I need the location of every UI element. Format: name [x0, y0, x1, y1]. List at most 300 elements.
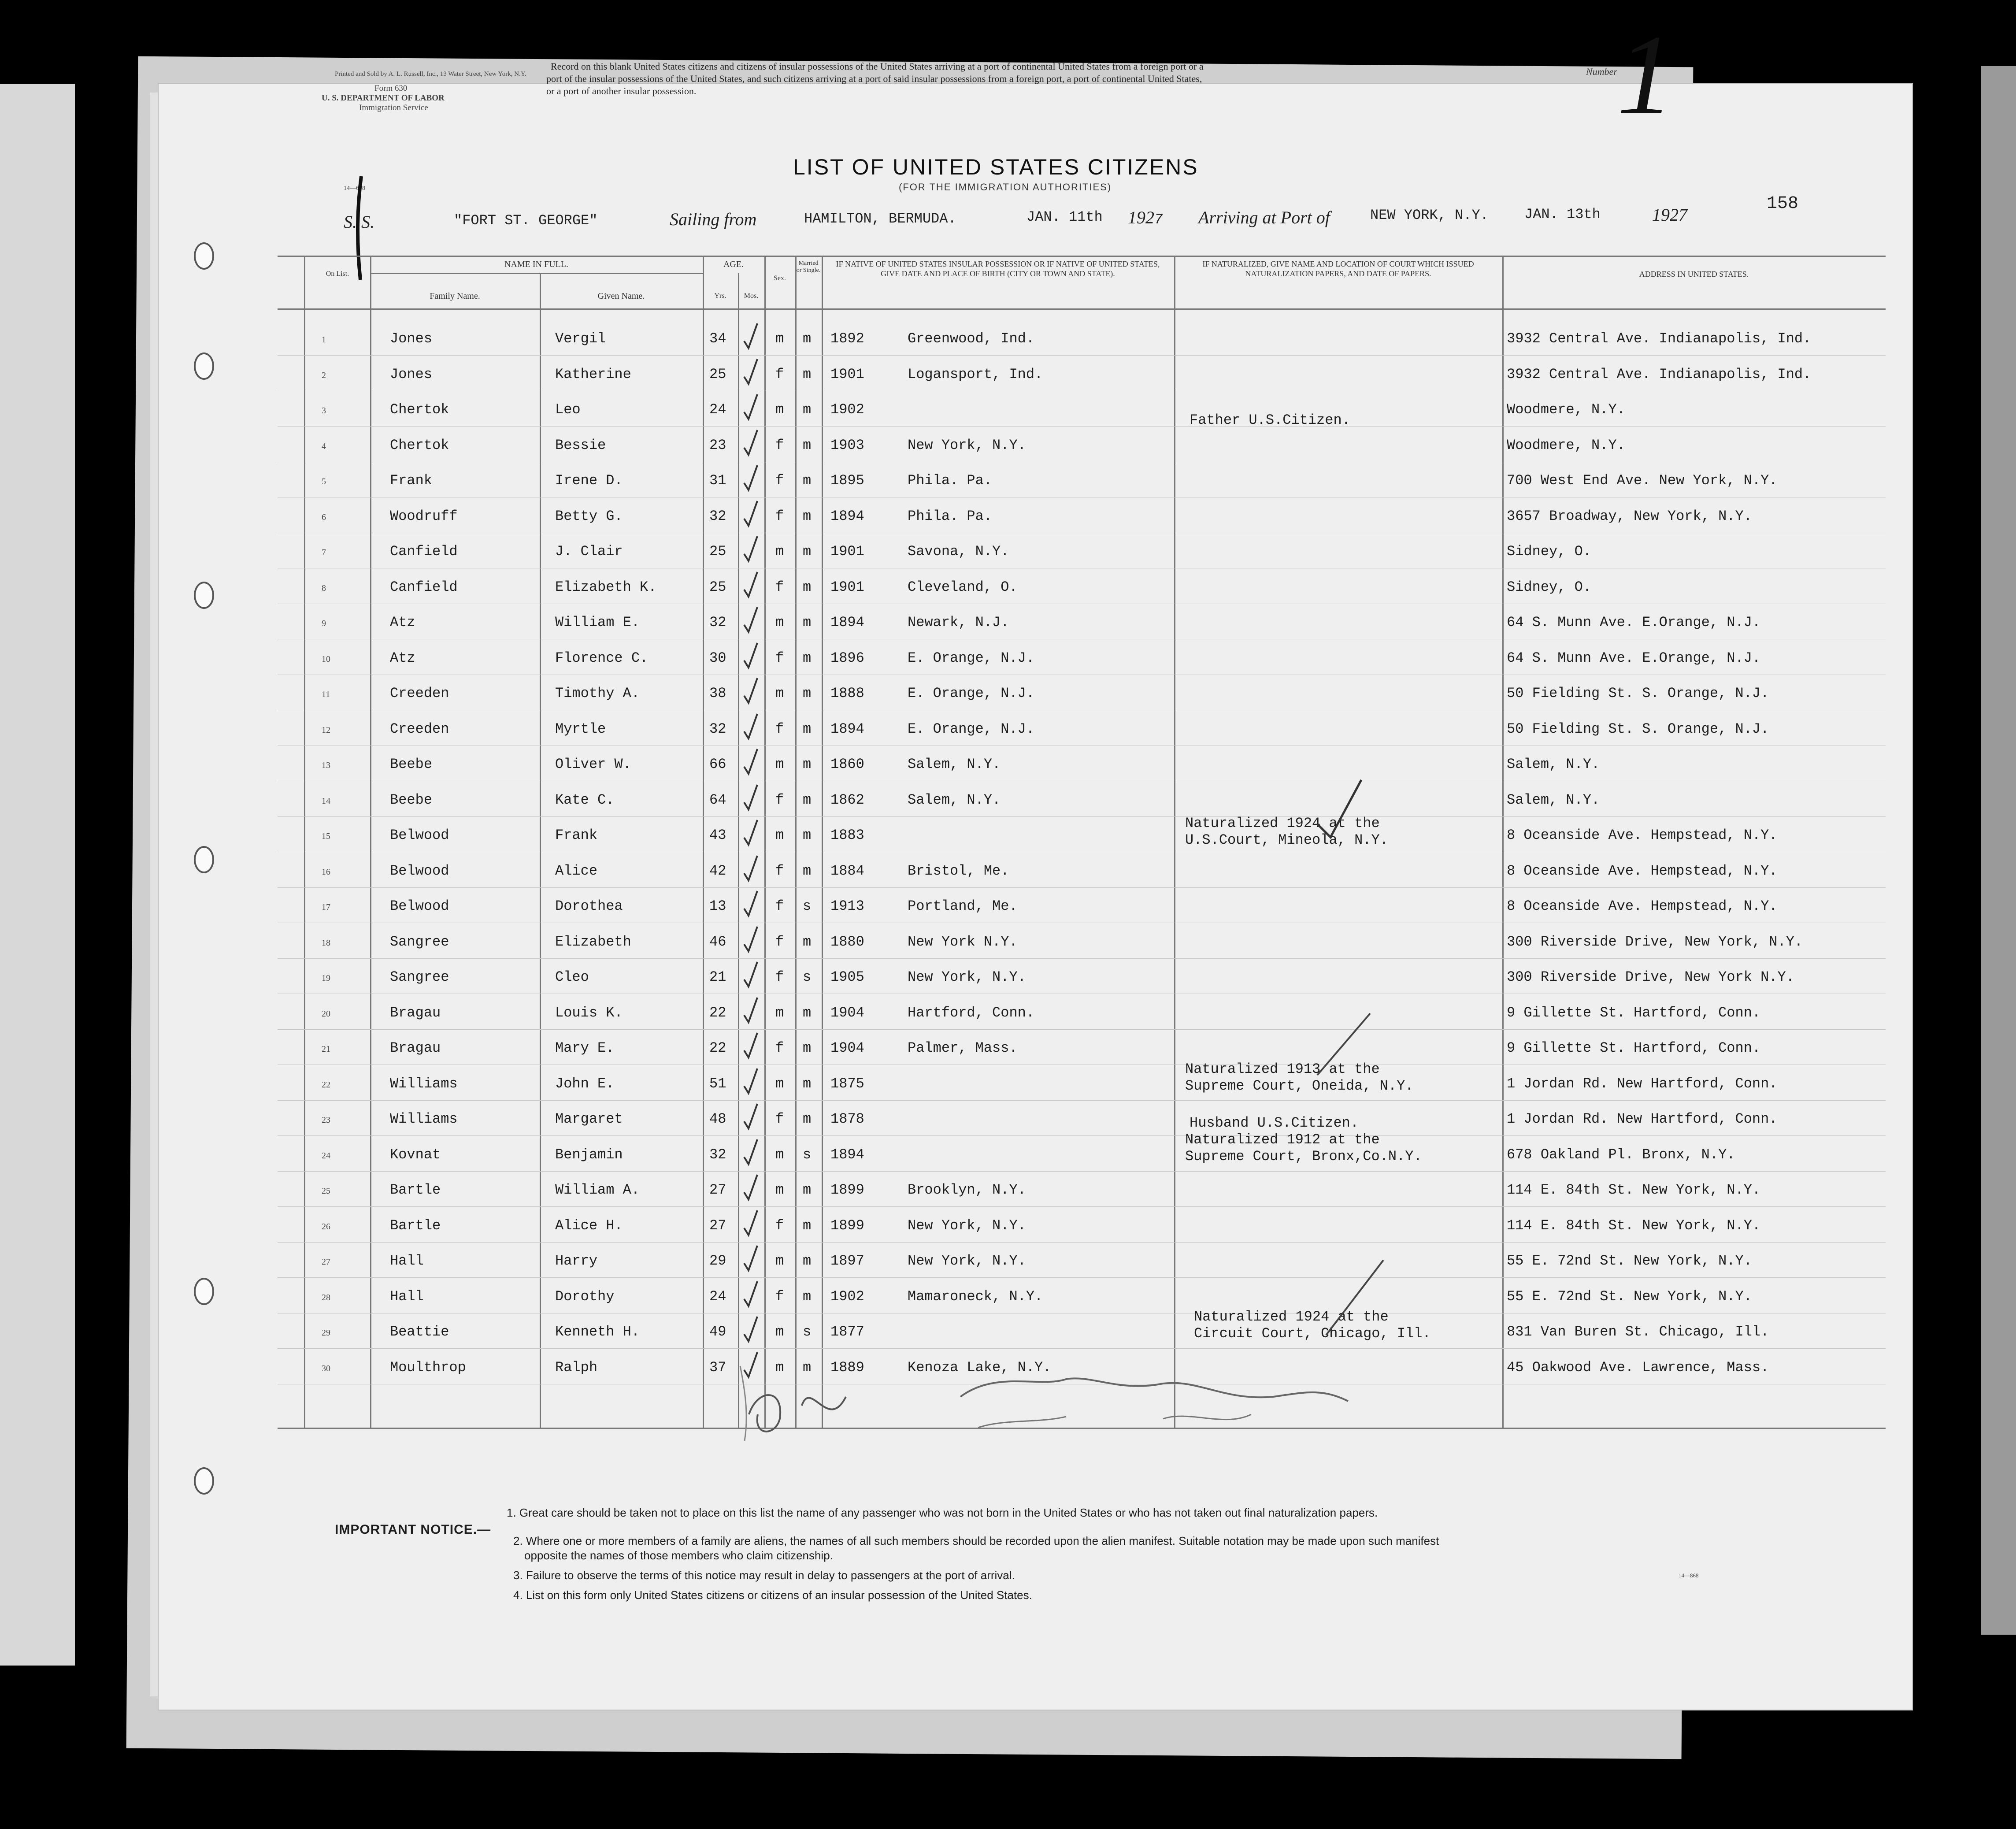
family-name-cell: Jones — [390, 330, 433, 347]
age-years-cell: 48 — [709, 1111, 726, 1127]
record-notice-line2: port of the insular possessions of the United States, and such citizens arriving at a port of said insular possessions from a foreign port, a port of continental United States, — [546, 73, 1202, 84]
given-name-cell: Cleo — [555, 969, 589, 985]
marital-status-cell: m — [803, 579, 812, 595]
age-years-cell: 49 — [709, 1324, 726, 1340]
marital-status-cell: m — [803, 756, 812, 772]
family-name-cell: Belwood — [390, 827, 449, 843]
col-rule — [822, 256, 823, 1428]
notice-item-2: 2. Where one or more members of a family are aliens, the names of all such members should be recorded upon the alien manifest. Suitable notation may be made upon such manifest — [513, 1534, 1439, 1547]
check-mark — [742, 1209, 759, 1238]
address-cell: 8 Oceanside Ave. Hempstead, N.Y. — [1507, 862, 1778, 879]
family-name-cell: Bragau — [390, 1040, 441, 1056]
form-number: Form 630 — [374, 84, 408, 93]
row-number: 28 — [322, 1292, 330, 1302]
family-name-cell: Moulthrop — [390, 1359, 466, 1376]
notice-item-2-continued: opposite the names of those members who claim citizenship. — [524, 1549, 833, 1562]
departure-port: HAMILTON, BERMUDA. — [804, 211, 956, 227]
birth-place-cell: Bristol, Me. — [908, 862, 1009, 879]
col-rule — [540, 273, 541, 1428]
birth-year-cell: 1884 — [830, 862, 864, 879]
address-cell: 8 Oceanside Ave. Hempstead, N.Y. — [1507, 898, 1778, 914]
sex-cell: m — [775, 1075, 784, 1092]
page-title: LIST OF UNITED STATES CITIZENS — [793, 155, 1199, 179]
col-rule — [764, 256, 766, 1428]
address-cell: 114 E. 84th St. New York, N.Y. — [1507, 1217, 1761, 1234]
age-years-cell: 32 — [709, 508, 726, 524]
ship-name: "FORT ST. GEORGE" — [454, 212, 598, 229]
given-name-cell: Louis K. — [555, 1004, 623, 1021]
birth-place-cell: Hartford, Conn. — [908, 1004, 1035, 1021]
age-years-cell: 32 — [709, 614, 726, 631]
marital-status-cell: s — [803, 898, 812, 914]
col-header-family-name: Family Name. — [430, 291, 480, 301]
marital-status-cell: m — [803, 827, 812, 843]
age-years-cell: 13 — [709, 898, 726, 914]
col-header-age: AGE. — [723, 260, 744, 269]
family-name-cell: Beebe — [390, 791, 433, 808]
age-years-cell: 32 — [709, 720, 726, 737]
birth-place-cell: Savona, N.Y. — [908, 543, 1009, 560]
sex-cell: f — [775, 1111, 784, 1127]
address-cell: 114 E. 84th St. New York, N.Y. — [1507, 1182, 1761, 1198]
birth-place-cell: E. Orange, N.J. — [908, 685, 1035, 701]
birth-place-cell: Brooklyn, N.Y. — [908, 1182, 1026, 1198]
family-name-cell: Woodruff — [390, 508, 458, 524]
birth-place-cell: New York, N.Y. — [908, 969, 1026, 985]
marital-status-cell: m — [803, 472, 812, 489]
marital-status-cell: m — [803, 366, 812, 382]
row-number: 23 — [322, 1115, 330, 1125]
family-name-cell: Creeden — [390, 720, 449, 737]
row-number: 29 — [322, 1328, 330, 1338]
age-years-cell: 43 — [709, 827, 726, 843]
marital-status-cell: m — [803, 1288, 812, 1305]
family-name-cell: Canfield — [390, 579, 458, 595]
family-name-cell: Atz — [390, 649, 415, 666]
check-mark — [742, 393, 759, 422]
check-mark — [742, 322, 759, 351]
row-rule — [278, 1100, 1886, 1101]
given-name-cell: Dorothy — [555, 1288, 615, 1305]
check-mark — [742, 1031, 759, 1060]
given-name-cell: Alice — [555, 862, 598, 879]
sex-cell: m — [775, 330, 784, 347]
given-name-cell: Florence C. — [555, 649, 649, 666]
col-header-naturalized: IF NATURALIZED, GIVE NAME AND LOCATION OF COURT WHICH ISSUED NATURALIZATION PAPERS, AND DATE OF PAPERS. — [1202, 260, 1474, 278]
punch-hole — [194, 242, 214, 270]
address-cell: Sidney, O. — [1507, 579, 1592, 595]
row-number: 14 — [322, 796, 330, 806]
naturalization-note: Supreme Court, Bronx,Co.N.Y. — [1185, 1148, 1422, 1165]
given-name-cell: Leo — [555, 401, 581, 418]
col-header-address: ADDRESS IN UNITED STATES. — [1639, 270, 1749, 278]
sex-cell: f — [775, 579, 784, 595]
birth-year-cell: 1903 — [830, 437, 864, 453]
address-cell: 3932 Central Ave. Indianapolis, Ind. — [1507, 366, 1812, 382]
check-mark — [742, 499, 759, 528]
marital-status-cell: m — [803, 1075, 812, 1092]
sex-cell: m — [775, 543, 784, 560]
age-years-cell: 25 — [709, 579, 726, 595]
col-rule — [304, 256, 305, 1428]
check-mark — [742, 783, 759, 812]
address-cell: 1 Jordan Rd. New Hartford, Conn. — [1507, 1075, 1778, 1092]
age-years-cell: 30 — [709, 649, 726, 666]
row-rule — [278, 1135, 1886, 1136]
check-mark — [742, 712, 759, 741]
address-cell: 64 S. Munn Ave. E.Orange, N.J. — [1507, 614, 1761, 631]
handwritten-stroke — [352, 176, 370, 282]
family-name-cell: Kovnat — [390, 1146, 441, 1163]
check-mark — [742, 1138, 759, 1167]
given-name-cell: Vergil — [555, 330, 606, 347]
birth-year-cell: 1883 — [830, 827, 864, 843]
sex-cell: f — [775, 862, 784, 879]
row-rule — [278, 958, 1886, 959]
family-name-cell: Beattie — [390, 1324, 449, 1340]
col-header-birth: IF NATIVE OF UNITED STATES INSULAR POSSESSION OR IF NATIVE OF UNITED STATES, GIVE DATE AND PLACE OF BIRTH (CITY OR TOWN AND STATE). — [836, 260, 1160, 278]
birth-place-cell: Palmer, Mass. — [908, 1040, 1018, 1056]
given-name-cell: Kate C. — [555, 791, 615, 808]
birth-place-cell: Cleveland, O. — [908, 579, 1018, 595]
printer-credit: Printed and Sold by A. L. Russell, Inc., 13 Water Street, New York, N.Y. — [335, 70, 526, 78]
naturalization-note: Father U.S.Citizen. — [1190, 412, 1350, 428]
birth-place-cell: Phila. Pa. — [908, 508, 993, 524]
given-name-cell: Oliver W. — [555, 756, 631, 772]
family-name-cell: Belwood — [390, 862, 449, 879]
year-prefix: 192 — [1128, 208, 1154, 227]
birth-year-cell: 1897 — [830, 1253, 864, 1269]
handwritten-tick — [1322, 1256, 1388, 1339]
marital-status-cell: m — [803, 401, 812, 418]
address-cell: 831 Van Buren St. Chicago, Ill. — [1507, 1324, 1769, 1340]
col-header-sex: Sex. — [774, 275, 786, 282]
marital-status-cell: m — [803, 862, 812, 879]
address-cell: 45 Oakwood Ave. Lawrence, Mass. — [1507, 1359, 1769, 1376]
col-header-name-in-full: NAME IN FULL. — [504, 260, 568, 269]
check-mark — [742, 676, 759, 705]
birth-year-cell: 1862 — [830, 791, 864, 808]
service: Immigration Service — [359, 103, 428, 112]
birth-year-cell: 1901 — [830, 579, 864, 595]
row-number: 25 — [322, 1186, 330, 1196]
birth-year-cell: 1860 — [830, 756, 864, 772]
row-rule — [278, 1206, 1886, 1207]
punch-hole — [194, 846, 214, 873]
birth-place-cell: New York N.Y. — [908, 933, 1018, 950]
marital-status-cell: m — [803, 933, 812, 950]
marital-status-cell: m — [803, 1217, 812, 1234]
col-rule — [795, 256, 797, 1428]
given-name-cell: Myrtle — [555, 720, 606, 737]
marital-status-cell: m — [803, 437, 812, 453]
birth-place-cell: New York, N.Y. — [908, 1217, 1026, 1234]
row-rule — [278, 1277, 1886, 1278]
birth-year-cell: 1894 — [830, 614, 864, 631]
address-cell: 300 Riverside Drive, New York N.Y. — [1507, 969, 1794, 985]
address-cell: 9 Gillette St. Hartford, Conn. — [1507, 1004, 1761, 1021]
row-number: 13 — [322, 761, 330, 770]
birth-place-cell: Greenwood, Ind. — [908, 330, 1035, 347]
birth-year-cell: 1901 — [830, 543, 864, 560]
col-header-mos: Mos. — [744, 292, 759, 300]
given-name-cell: Benjamin — [555, 1146, 623, 1163]
sex-cell: m — [775, 614, 784, 631]
given-name-cell: Ralph — [555, 1359, 598, 1376]
check-mark — [742, 357, 759, 386]
row-number: 26 — [322, 1221, 330, 1232]
age-years-cell: 34 — [709, 330, 726, 347]
family-name-cell: Williams — [390, 1111, 458, 1127]
marital-status-cell: m — [803, 1359, 812, 1376]
sex-cell: f — [775, 933, 784, 950]
age-years-cell: 51 — [709, 1075, 726, 1092]
family-name-cell: Hall — [390, 1253, 424, 1269]
notice-item-1: 1. Great care should be taken not to place on this list the name of any passenger who was not born in the United States or who has not taken out final naturalization papers. — [507, 1506, 1378, 1519]
row-number: 24 — [322, 1150, 330, 1161]
age-years-cell: 22 — [709, 1004, 726, 1021]
sex-cell: f — [775, 366, 784, 382]
family-name-cell: Creeden — [390, 685, 449, 701]
check-mark — [742, 960, 759, 989]
marital-status-cell: m — [803, 330, 812, 347]
address-cell: 50 Fielding St. S. Orange, N.J. — [1507, 720, 1769, 737]
address-cell: 300 Riverside Drive, New York, N.Y. — [1507, 933, 1803, 950]
row-rule — [278, 1348, 1886, 1349]
address-cell: 64 S. Munn Ave. E.Orange, N.J. — [1507, 649, 1761, 666]
sex-cell: m — [775, 827, 784, 843]
row-number: 21 — [322, 1044, 330, 1054]
arriving-label: Arriving at Port of — [1198, 208, 1330, 227]
col-rule — [1502, 256, 1504, 1428]
row-number: 10 — [322, 654, 330, 664]
check-mark — [742, 605, 759, 634]
check-mark — [742, 464, 759, 493]
birth-place-cell: Mamaroneck, N.Y. — [908, 1288, 1043, 1305]
naturalization-note: Naturalized 1924 at the — [1194, 1309, 1389, 1325]
row-number: 1 — [322, 335, 326, 345]
age-years-cell: 25 — [709, 366, 726, 382]
given-name-cell: Elizabeth K. — [555, 579, 657, 595]
family-name-cell: Sangree — [390, 933, 449, 950]
marital-status-cell: m — [803, 614, 812, 631]
birth-year-cell: 1902 — [830, 401, 864, 418]
department: U. S. DEPARTMENT OF LABOR — [322, 93, 445, 103]
sex-cell: f — [775, 1288, 784, 1305]
col-header-on-list: On List. — [326, 270, 349, 278]
col-header-married-single: Married or Single. — [796, 260, 821, 274]
col-rule — [703, 256, 704, 1428]
arrival-year: 1927 — [1652, 205, 1687, 225]
check-mark — [742, 889, 759, 918]
age-years-cell: 21 — [709, 969, 726, 985]
birth-place-cell: Salem, N.Y. — [908, 756, 1001, 772]
sex-cell: m — [775, 1359, 784, 1376]
address-cell: 3657 Broadway, New York, N.Y. — [1507, 508, 1752, 524]
family-name-cell: Bartle — [390, 1217, 441, 1234]
sex-cell: m — [775, 1004, 784, 1021]
punch-hole — [194, 352, 214, 380]
naturalization-note: Naturalized 1913 at the — [1185, 1061, 1380, 1077]
given-name-cell: William E. — [555, 614, 640, 631]
birth-year-cell: 1888 — [830, 685, 864, 701]
arrival-port: NEW YORK, N.Y. — [1370, 207, 1489, 223]
birth-year-cell: 1894 — [830, 508, 864, 524]
record-notice-line3: or a port of another insular possession. — [546, 85, 697, 96]
row-number: 15 — [322, 831, 330, 841]
row-number: 27 — [322, 1257, 330, 1267]
family-name-cell: Chertok — [390, 401, 449, 418]
marital-status-cell: m — [803, 720, 812, 737]
given-name-cell: Kenneth H. — [555, 1324, 640, 1340]
col-rule — [738, 273, 739, 1428]
given-name-cell: Timothy A. — [555, 685, 640, 701]
sex-cell: m — [775, 685, 784, 701]
manifest-page — [159, 11, 1912, 1710]
marital-status-cell: m — [803, 685, 812, 701]
col-rule — [1174, 256, 1175, 1428]
given-name-cell: William A. — [555, 1182, 640, 1198]
row-number: 11 — [322, 690, 330, 699]
given-name-cell: Frank — [555, 827, 598, 843]
age-years-cell: 24 — [709, 401, 726, 418]
row-number: 3 — [322, 406, 326, 416]
address-cell: 55 E. 72nd St. New York, N.Y. — [1507, 1288, 1752, 1305]
check-mark — [742, 428, 759, 457]
age-years-cell: 32 — [709, 1146, 726, 1163]
row-number: 17 — [322, 902, 330, 912]
row-rule — [278, 887, 1886, 888]
page-number: 158 — [1767, 194, 1799, 214]
given-name-cell: Bessie — [555, 437, 606, 453]
sex-cell: f — [775, 437, 784, 453]
table-top-rule — [278, 256, 1886, 257]
row-number: 5 — [322, 477, 326, 486]
record-notice-line1: Record on this blank United States citizens and citizens of insular possessions of the United States arriving at a port of continental United States from a foreign port or a — [551, 61, 1204, 72]
birth-year-cell: 1878 — [830, 1111, 864, 1127]
birth-place-cell: New York, N.Y. — [908, 437, 1026, 453]
punch-hole — [194, 582, 214, 609]
row-number: 18 — [322, 938, 330, 948]
check-mark — [742, 818, 759, 847]
age-years-cell: 64 — [709, 791, 726, 808]
check-mark — [742, 1173, 759, 1202]
family-name-cell: Jones — [390, 366, 433, 382]
birth-year-cell: 1904 — [830, 1004, 864, 1021]
birth-place-cell: New York, N.Y. — [908, 1253, 1026, 1269]
handwritten-tick — [1313, 1009, 1375, 1093]
birth-place-cell: E. Orange, N.J. — [908, 649, 1035, 666]
family-name-cell: Belwood — [390, 898, 449, 914]
family-name-cell: Sangree — [390, 969, 449, 985]
handwritten-number: 1 — [1617, 11, 1674, 138]
page-subtitle: (FOR THE IMMIGRATION AUTHORITIES) — [899, 182, 1112, 193]
row-rule — [278, 355, 1886, 356]
adjacent-page-right — [1981, 66, 2016, 1635]
marital-status-cell: s — [803, 969, 812, 985]
address-cell: 9 Gillette St. Hartford, Conn. — [1507, 1040, 1761, 1056]
birth-place-cell: Phila. Pa. — [908, 472, 993, 489]
marital-status-cell: m — [803, 1004, 812, 1021]
address-cell: 3932 Central Ave. Indianapolis, Ind. — [1507, 330, 1812, 347]
row-rule — [278, 426, 1886, 427]
notice-item-3: 3. Failure to observe the terms of this notice may result in delay to passengers at the port of arrival. — [513, 1569, 1015, 1582]
punch-hole — [194, 1467, 214, 1495]
departure-date: JAN. 11th — [1027, 209, 1103, 225]
row-number: 19 — [322, 973, 330, 983]
given-name-cell: Harry — [555, 1253, 598, 1269]
address-cell: 678 Oakland Pl. Bronx, N.Y. — [1507, 1146, 1735, 1163]
birth-year-cell: 1901 — [830, 366, 864, 382]
birth-year-cell: 1904 — [830, 1040, 864, 1056]
check-mark — [742, 747, 759, 776]
stock-code: 14—678 — [344, 185, 365, 192]
age-years-cell: 66 — [709, 756, 726, 772]
marital-status-cell: m — [803, 1111, 812, 1127]
marital-status-cell: m — [803, 1182, 812, 1198]
birth-year-cell: 1875 — [830, 1075, 864, 1092]
birth-year-cell: 1913 — [830, 898, 864, 914]
given-name-cell: Dorothea — [555, 898, 623, 914]
footer-stock-code: 14—868 — [1679, 1572, 1699, 1579]
notice-item-4: 4. List on this form only United States citizens or citizens of an insular possession of the United States. — [513, 1588, 1032, 1602]
age-years-cell: 22 — [709, 1040, 726, 1056]
row-number: 9 — [322, 619, 326, 628]
marital-status-cell: s — [803, 1324, 812, 1340]
marital-status-cell: m — [803, 543, 812, 560]
marital-status-cell: m — [803, 508, 812, 524]
age-years-cell: 42 — [709, 862, 726, 879]
birth-year-cell: 1895 — [830, 472, 864, 489]
age-years-cell: 24 — [709, 1288, 726, 1305]
departure-year-digit: 7 — [1154, 211, 1163, 228]
family-name-cell: Hall — [390, 1288, 424, 1305]
birth-year-cell: 1877 — [830, 1324, 864, 1340]
sex-cell: f — [775, 1040, 784, 1056]
check-mark — [742, 641, 759, 670]
given-name-cell: Elizabeth — [555, 933, 631, 950]
birth-place-cell: Portland, Me. — [908, 898, 1018, 914]
address-cell: 50 Fielding St. S. Orange, N.J. — [1507, 685, 1769, 701]
family-name-cell: Bartle — [390, 1182, 441, 1198]
naturalization-note: Supreme Court, Oneida, N.Y. — [1185, 1078, 1414, 1094]
sex-cell: f — [775, 472, 784, 489]
sex-cell: m — [775, 1324, 784, 1340]
row-number: 2 — [322, 370, 326, 380]
marital-status-cell: s — [803, 1146, 812, 1163]
address-cell: 55 E. 72nd St. New York, N.Y. — [1507, 1253, 1752, 1269]
naturalization-note: Circuit Court, Chicago, Ill. — [1194, 1325, 1431, 1342]
important-notice-heading: IMPORTANT NOTICE.— — [335, 1522, 491, 1537]
sailing-from-label: Sailing from — [670, 209, 757, 229]
age-years-cell: 46 — [709, 933, 726, 950]
naturalization-note: Naturalized 1924 at the — [1185, 815, 1380, 831]
family-name-cell: Frank — [390, 472, 433, 489]
family-name-cell: Canfield — [390, 543, 458, 560]
naturalization-note: Naturalized 1912 at the — [1185, 1132, 1380, 1148]
ss-label: S. S. — [344, 212, 374, 232]
check-mark — [742, 1067, 759, 1096]
marital-status-cell: m — [803, 1040, 812, 1056]
birth-year-cell: 1892 — [830, 330, 864, 347]
punch-hole — [194, 1278, 214, 1305]
check-mark — [742, 1280, 759, 1309]
check-mark — [742, 1102, 759, 1131]
sex-cell: m — [775, 401, 784, 418]
family-name-cell: Chertok — [390, 437, 449, 453]
age-years-cell: 27 — [709, 1182, 726, 1198]
birth-year-cell: 1894 — [830, 1146, 864, 1163]
